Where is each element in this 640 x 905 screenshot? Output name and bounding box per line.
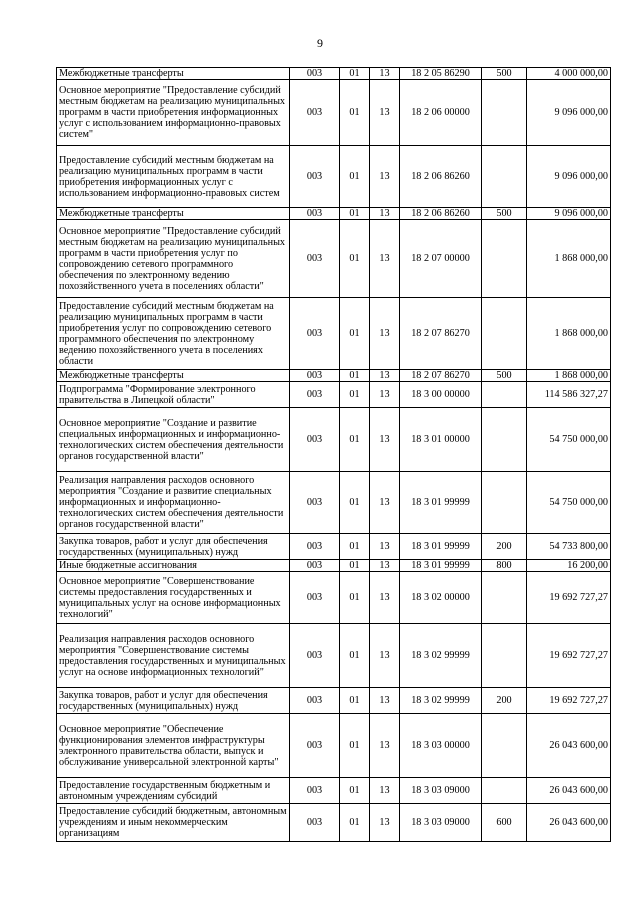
row-description: Закупка товаров, работ и услуг для обеспечения государственных (муниципальных) нужд — [57, 688, 290, 714]
subsection-code: 13 — [370, 778, 400, 804]
ministry-code: 003 — [290, 778, 340, 804]
row-description: Основное мероприятие "Предоставление субсидий местным бюджетам на реализацию муниципальных программ в части приобретения услуг по сопровождению сетевого программного обеспечения по электронному ведению похозяйственного учета в поселениях области" — [57, 220, 290, 298]
amount-value: 1 868 000,00 — [527, 220, 611, 298]
ministry-code: 003 — [290, 408, 340, 472]
ministry-code: 003 — [290, 534, 340, 560]
expense-type-code — [482, 572, 527, 624]
amount-value: 26 043 600,00 — [527, 804, 611, 842]
table-row — [57, 80, 611, 146]
amount-value: 54 750 000,00 — [527, 472, 611, 534]
amount-value: 19 692 727,27 — [527, 688, 611, 714]
section-code: 01 — [340, 804, 370, 842]
section-code: 01 — [340, 80, 370, 146]
expense-type-code — [482, 624, 527, 688]
subsection-code: 13 — [370, 68, 400, 80]
table-row — [57, 714, 611, 778]
table-row — [57, 472, 611, 534]
section-code: 01 — [340, 208, 370, 220]
target-article-code: 18 3 03 09000 — [400, 778, 482, 804]
ministry-code: 003 — [290, 146, 340, 208]
section-code: 01 — [340, 778, 370, 804]
row-description: Реализация направления расходов основного мероприятия "Создание и развитие специальных информационных и информационно-технологических систем обеспечения деятельности органов государственной власти" — [57, 472, 290, 534]
row-description: Основное мероприятие "Создание и развитие специальных информационных и информационно-технологических систем обеспечения деятельности органов государственной власти" — [57, 408, 290, 472]
page-number: 9 — [317, 36, 323, 50]
subsection-code: 13 — [370, 714, 400, 778]
ministry-code: 003 — [290, 804, 340, 842]
target-article-code: 18 3 00 00000 — [400, 382, 482, 408]
section-code: 01 — [340, 714, 370, 778]
subsection-code: 13 — [370, 408, 400, 472]
expense-type-code — [482, 408, 527, 472]
target-article-code: 18 2 06 86260 — [400, 146, 482, 208]
table-row — [57, 560, 611, 572]
subsection-code: 13 — [370, 804, 400, 842]
ministry-code: 003 — [290, 208, 340, 220]
ministry-code: 003 — [290, 572, 340, 624]
ministry-code: 003 — [290, 472, 340, 534]
expense-type-code: 200 — [482, 688, 527, 714]
target-article-code: 18 3 01 99999 — [400, 534, 482, 560]
target-article-code: 18 3 03 00000 — [400, 714, 482, 778]
amount-value: 1 868 000,00 — [527, 370, 611, 382]
section-code: 01 — [340, 572, 370, 624]
row-description: Основное мероприятие "Совершенствование системы предоставления государственных и муниципальных услуг на основе информационных технологий" — [57, 572, 290, 624]
amount-value: 54 733 800,00 — [527, 534, 611, 560]
amount-value: 54 750 000,00 — [527, 408, 611, 472]
table-row — [57, 408, 611, 472]
expense-type-code: 800 — [482, 560, 527, 572]
row-description: Реализация направления расходов основного мероприятия "Совершенствование системы предоставления государственных и муниципальных услуг на основе информационных технологий" — [57, 624, 290, 688]
amount-value: 114 586 327,27 — [527, 382, 611, 408]
section-code: 01 — [340, 382, 370, 408]
target-article-code: 18 2 07 86270 — [400, 370, 482, 382]
row-description: Межбюджетные трансферты — [57, 208, 290, 220]
expense-type-code: 200 — [482, 534, 527, 560]
amount-value: 9 096 000,00 — [527, 146, 611, 208]
table-row — [57, 382, 611, 408]
subsection-code: 13 — [370, 80, 400, 146]
row-description: Предоставление субсидий бюджетным, автономным учреждениям и иным некоммерческим организациям — [57, 804, 290, 842]
subsection-code: 13 — [370, 208, 400, 220]
expense-type-code — [482, 714, 527, 778]
target-article-code: 18 3 02 99999 — [400, 688, 482, 714]
table-row — [57, 534, 611, 560]
target-article-code: 18 3 02 00000 — [400, 572, 482, 624]
subsection-code: 13 — [370, 382, 400, 408]
row-description: Основное мероприятие "Предоставление субсидий местным бюджетам на реализацию муниципальных программ в части приобретения информационных услуг с использованием информационно-правовых систем" — [57, 80, 290, 146]
amount-value: 19 692 727,27 — [527, 624, 611, 688]
expense-type-code — [482, 778, 527, 804]
amount-value: 26 043 600,00 — [527, 714, 611, 778]
expense-type-code — [482, 298, 527, 370]
target-article-code: 18 3 01 99999 — [400, 560, 482, 572]
amount-value: 9 096 000,00 — [527, 208, 611, 220]
expense-type-code — [482, 220, 527, 298]
subsection-code: 13 — [370, 370, 400, 382]
target-article-code: 18 2 07 86270 — [400, 298, 482, 370]
amount-value: 19 692 727,27 — [527, 572, 611, 624]
table-row — [57, 220, 611, 298]
row-description: Закупка товаров, работ и услуг для обеспечения государственных (муниципальных) нужд — [57, 534, 290, 560]
amount-value: 26 043 600,00 — [527, 778, 611, 804]
row-description: Подпрограмма "Формирование электронного правительства в Липецкой области" — [57, 382, 290, 408]
target-article-code: 18 3 01 00000 — [400, 408, 482, 472]
section-code: 01 — [340, 472, 370, 534]
ministry-code: 003 — [290, 688, 340, 714]
expense-type-code — [482, 382, 527, 408]
subsection-code: 13 — [370, 624, 400, 688]
section-code: 01 — [340, 534, 370, 560]
subsection-code: 13 — [370, 220, 400, 298]
ministry-code: 003 — [290, 624, 340, 688]
expense-type-code — [482, 146, 527, 208]
table-row — [57, 68, 611, 80]
row-description: Предоставление субсидий местным бюджетам на реализацию муниципальных программ в части приобретения информационных услуг с использованием информационно-правовых систем — [57, 146, 290, 208]
table-row — [57, 208, 611, 220]
row-description: Основное мероприятие "Обеспечение функционирования элементов инфраструктуры электронного правительства области, выпуск и обслуживание универсальной электронной карты" — [57, 714, 290, 778]
ministry-code: 003 — [290, 714, 340, 778]
table-row — [57, 370, 611, 382]
table-row — [57, 572, 611, 624]
target-article-code: 18 3 02 99999 — [400, 624, 482, 688]
subsection-code: 13 — [370, 146, 400, 208]
section-code: 01 — [340, 298, 370, 370]
table-row — [57, 624, 611, 688]
expense-type-code — [482, 80, 527, 146]
table-row — [57, 778, 611, 804]
table-row — [57, 804, 611, 842]
expense-type-code: 500 — [482, 208, 527, 220]
target-article-code: 18 3 01 99999 — [400, 472, 482, 534]
row-description: Межбюджетные трансферты — [57, 68, 290, 80]
section-code: 01 — [340, 146, 370, 208]
amount-value: 4 000 000,00 — [527, 68, 611, 80]
section-code: 01 — [340, 408, 370, 472]
section-code: 01 — [340, 560, 370, 572]
section-code: 01 — [340, 370, 370, 382]
expense-type-code: 500 — [482, 370, 527, 382]
budget-table — [56, 67, 611, 842]
amount-value: 16 200,00 — [527, 560, 611, 572]
ministry-code: 003 — [290, 80, 340, 146]
ministry-code: 003 — [290, 560, 340, 572]
expense-type-code: 600 — [482, 804, 527, 842]
subsection-code: 13 — [370, 572, 400, 624]
ministry-code: 003 — [290, 370, 340, 382]
row-description: Предоставление государственным бюджетным и автономным учреждениям субсидий — [57, 778, 290, 804]
subsection-code: 13 — [370, 534, 400, 560]
target-article-code: 18 2 05 86290 — [400, 68, 482, 80]
target-article-code: 18 3 03 09000 — [400, 804, 482, 842]
target-article-code: 18 2 07 00000 — [400, 220, 482, 298]
row-description: Иные бюджетные ассигнования — [57, 560, 290, 572]
ministry-code: 003 — [290, 382, 340, 408]
amount-value: 9 096 000,00 — [527, 80, 611, 146]
section-code: 01 — [340, 688, 370, 714]
ministry-code: 003 — [290, 68, 340, 80]
target-article-code: 18 2 06 86260 — [400, 208, 482, 220]
amount-value: 1 868 000,00 — [527, 298, 611, 370]
table-row — [57, 688, 611, 714]
table-row — [57, 146, 611, 208]
subsection-code: 13 — [370, 560, 400, 572]
subsection-code: 13 — [370, 688, 400, 714]
ministry-code: 003 — [290, 220, 340, 298]
ministry-code: 003 — [290, 298, 340, 370]
section-code: 01 — [340, 624, 370, 688]
expense-type-code: 500 — [482, 68, 527, 80]
subsection-code: 13 — [370, 472, 400, 534]
target-article-code: 18 2 06 00000 — [400, 80, 482, 146]
section-code: 01 — [340, 68, 370, 80]
row-description: Предоставление субсидий местным бюджетам на реализацию муниципальных программ в части приобретения услуг по сопровождению сетевого программного обеспечения по электронному ведению похозяйственного учета в поселениях области — [57, 298, 290, 370]
row-description: Межбюджетные трансферты — [57, 370, 290, 382]
section-code: 01 — [340, 220, 370, 298]
table-row — [57, 298, 611, 370]
subsection-code: 13 — [370, 298, 400, 370]
expense-type-code — [482, 472, 527, 534]
